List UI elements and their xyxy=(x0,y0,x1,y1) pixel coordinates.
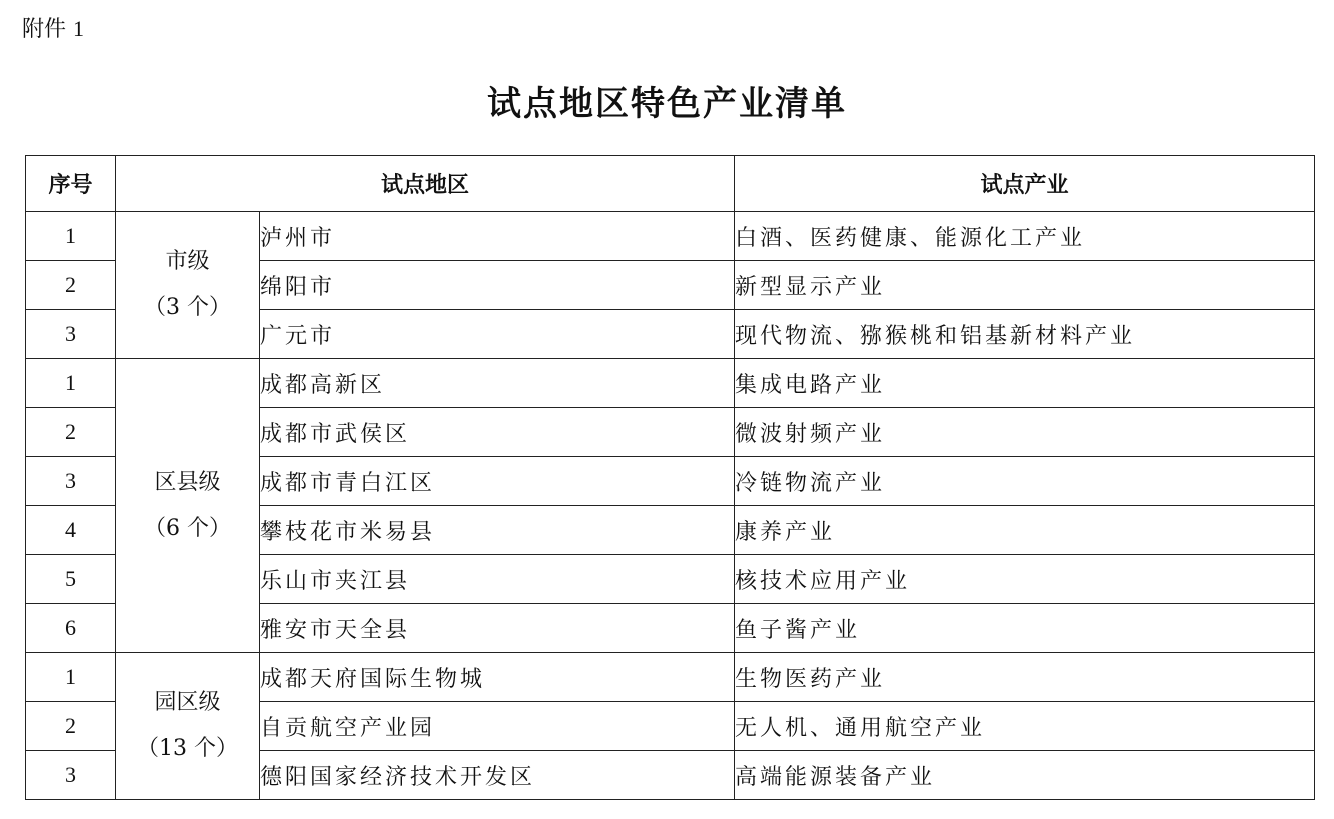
level-name: 市级 xyxy=(165,249,210,274)
attachment-number: 1 xyxy=(73,16,85,41)
region-cell: 成都高新区 xyxy=(260,359,735,408)
table-row xyxy=(26,653,1315,702)
region-cell: 绵阳市 xyxy=(260,261,735,310)
region-cell: 雅安市天全县 xyxy=(260,604,735,653)
industry-cell: 无人机、通用航空产业 xyxy=(735,702,1315,751)
industry-cell: 白酒、医药健康、能源化工产业 xyxy=(735,212,1315,261)
region-cell: 德阳国家经济技术开发区 xyxy=(260,751,735,800)
industry-list-table xyxy=(25,155,1315,800)
industry-cell: 鱼子酱产业 xyxy=(735,604,1315,653)
row-index: 1 xyxy=(26,212,116,261)
table-body xyxy=(26,212,1315,800)
region-cell: 成都市青白江区 xyxy=(260,457,735,506)
industry-cell: 微波射频产业 xyxy=(735,408,1315,457)
region-cell: 自贡航空产业园 xyxy=(260,702,735,751)
level-cell xyxy=(116,653,260,800)
row-index: 3 xyxy=(26,457,116,506)
header-industry: 试点产业 xyxy=(735,156,1315,212)
region-cell: 乐山市夹江县 xyxy=(260,555,735,604)
industry-cell: 核技术应用产业 xyxy=(735,555,1315,604)
table-row xyxy=(26,212,1315,261)
level-count: （3 个） xyxy=(144,295,231,320)
row-index: 2 xyxy=(26,408,116,457)
industry-cell: 冷链物流产业 xyxy=(735,457,1315,506)
level-count: （13 个） xyxy=(137,736,238,761)
region-cell: 泸州市 xyxy=(260,212,735,261)
row-index: 1 xyxy=(26,653,116,702)
table-row xyxy=(26,359,1315,408)
header-region: 试点地区 xyxy=(116,156,735,212)
level-cell xyxy=(116,212,260,359)
attachment-label xyxy=(22,12,84,43)
header-index: 序号 xyxy=(26,156,116,212)
region-cell: 成都市武侯区 xyxy=(260,408,735,457)
table-header-row xyxy=(26,156,1315,212)
industry-cell: 新型显示产业 xyxy=(735,261,1315,310)
industry-cell: 集成电路产业 xyxy=(735,359,1315,408)
level-count: （6 个） xyxy=(144,515,231,541)
document-title: 试点地区特色产业清单 xyxy=(487,84,847,124)
row-index: 1 xyxy=(26,359,116,408)
row-index: 3 xyxy=(26,310,116,359)
row-index: 3 xyxy=(26,751,116,800)
level-name: 园区级 xyxy=(154,690,221,715)
row-index: 6 xyxy=(26,604,116,653)
region-cell: 广元市 xyxy=(260,310,735,359)
region-cell: 成都天府国际生物城 xyxy=(260,653,735,702)
row-index: 2 xyxy=(26,261,116,310)
attachment-text: 附件 xyxy=(22,17,67,42)
level-name: 区县级 xyxy=(154,469,221,495)
industry-cell: 现代物流、猕猴桃和铝基新材料产业 xyxy=(735,310,1315,359)
industry-cell: 高端能源装备产业 xyxy=(735,751,1315,800)
row-index: 2 xyxy=(26,702,116,751)
row-index: 5 xyxy=(26,555,116,604)
level-cell xyxy=(116,359,260,653)
industry-cell: 生物医药产业 xyxy=(735,653,1315,702)
row-index: 4 xyxy=(26,506,116,555)
region-cell: 攀枝花市米易县 xyxy=(260,506,735,555)
industry-cell: 康养产业 xyxy=(735,506,1315,555)
